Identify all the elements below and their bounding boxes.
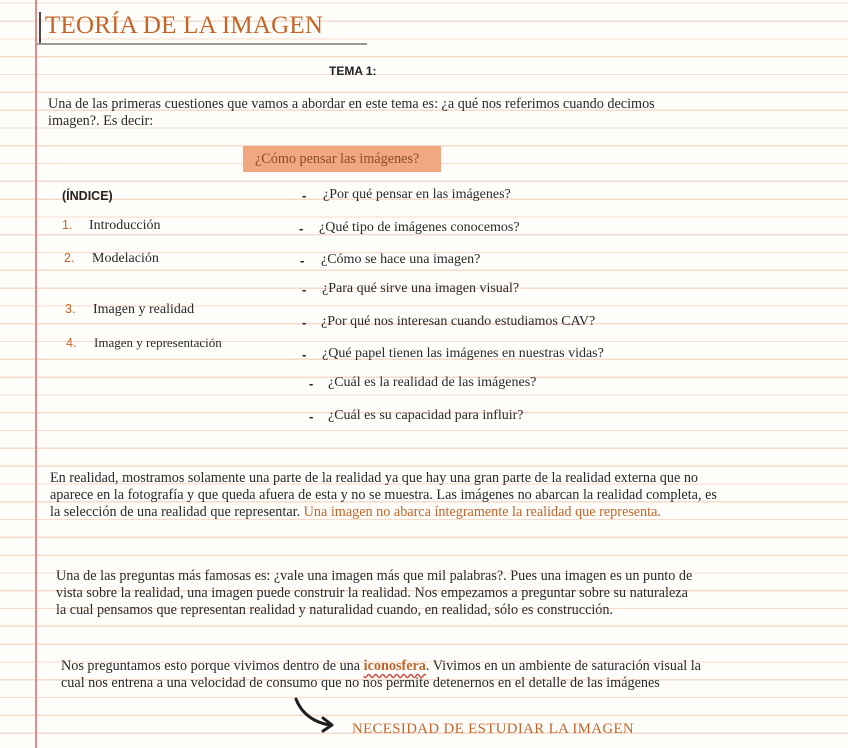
indice-item-number: 2. — [64, 251, 75, 265]
iconosfera-before: Nos preguntamos esto porque vivimos dentro de una — [61, 658, 361, 674]
question-item: ¿Cuál es la realidad de las imágenes? — [328, 375, 537, 390]
question-dash: - — [299, 221, 304, 236]
highlight-question: ¿Cómo pensar las imágenes? — [255, 151, 420, 167]
title-underline — [37, 43, 367, 45]
indice-heading: (ÍNDICE) — [62, 189, 113, 203]
question-item: ¿Cuál es su capacidad para influir? — [328, 408, 524, 423]
iconosfera-term: iconosfera — [363, 658, 426, 674]
indice-item-label: Modelación — [92, 251, 159, 266]
question-item: ¿Cómo se hace una imagen? — [321, 252, 481, 267]
intro-paragraph: Una de las primeras cuestiones que vamos a abordar en este tema es: ¿a qué nos referimos cuando decimos imagen?. Es decir: — [48, 96, 655, 130]
notebook-margin-line — [35, 0, 37, 748]
iconosfera-after: . Vivimos en un ambiente de saturación visual la cual nos entrena a una velocidad de consumo que no nos permite detenernos en el detalle de las imágenes — [61, 658, 701, 692]
question-dash: - — [300, 253, 305, 268]
question-dash: - — [302, 282, 307, 297]
question-item: ¿Por qué nos interesan cuando estudiamos CAV? — [321, 314, 596, 329]
question-dash: - — [309, 409, 314, 424]
question-item: ¿Qué papel tienen las imágenes en nuestras vidas? — [322, 346, 604, 361]
necesidad-heading: NECESIDAD DE ESTUDIAR LA IMAGEN — [352, 721, 635, 737]
realidad-paragraph — [50, 470, 720, 522]
question-dash: - — [309, 376, 314, 391]
iconosfera-paragraph — [61, 658, 701, 692]
indice-item-label: Introducción — [89, 218, 161, 233]
indice-item-label: Imagen y representación — [94, 335, 222, 350]
question-dash: - — [302, 315, 307, 330]
question-item: ¿Qué tipo de imágenes conocemos? — [319, 220, 520, 235]
question-item: ¿Por qué pensar en las imágenes? — [323, 187, 511, 202]
preguntas-paragraph: Una de las preguntas más famosas es: ¿vale una imagen más que mil palabras?. Pues una imagen es un punto de vista sobre la realidad, una imagen puede construir la realidad. Nos empezamos a preguntar sobre su naturaleza la cual pensamos que representan realidad y naturalidad cuando, en realidad, sólo es construcción. — [56, 568, 693, 619]
question-dash: - — [302, 347, 307, 362]
realidad-text: En realidad, mostramos solamente una parte de la realidad ya que hay una gran parte de la realidad externa que no aparece en la fotografía y que queda afuera de esta y no se muestra. Las imágenes no abarcan la realidad completa, es la selección de una realidad que representar. — [50, 470, 717, 521]
page-title: TEORÍA DE LA IMAGEN — [45, 12, 324, 39]
title-bar-mark — [39, 12, 41, 43]
indice-item-number: 4. — [66, 336, 77, 350]
indice-item-label: Imagen y realidad — [93, 302, 195, 317]
indice-item-number: 3. — [65, 302, 76, 316]
indice-item — [65, 302, 194, 318]
curved-arrow-icon — [290, 695, 350, 733]
indice-item — [64, 251, 159, 267]
indice-item-number: 1. — [62, 218, 73, 232]
realidad-accent-text: Una imagen no abarca íntegramente la realidad que representa. — [303, 504, 661, 521]
question-dash: - — [302, 188, 307, 203]
indice-item — [66, 335, 222, 351]
tema-heading: TEMA 1: — [329, 64, 377, 78]
question-item: ¿Para qué sirve una imagen visual? — [322, 281, 520, 296]
indice-item — [62, 218, 161, 234]
